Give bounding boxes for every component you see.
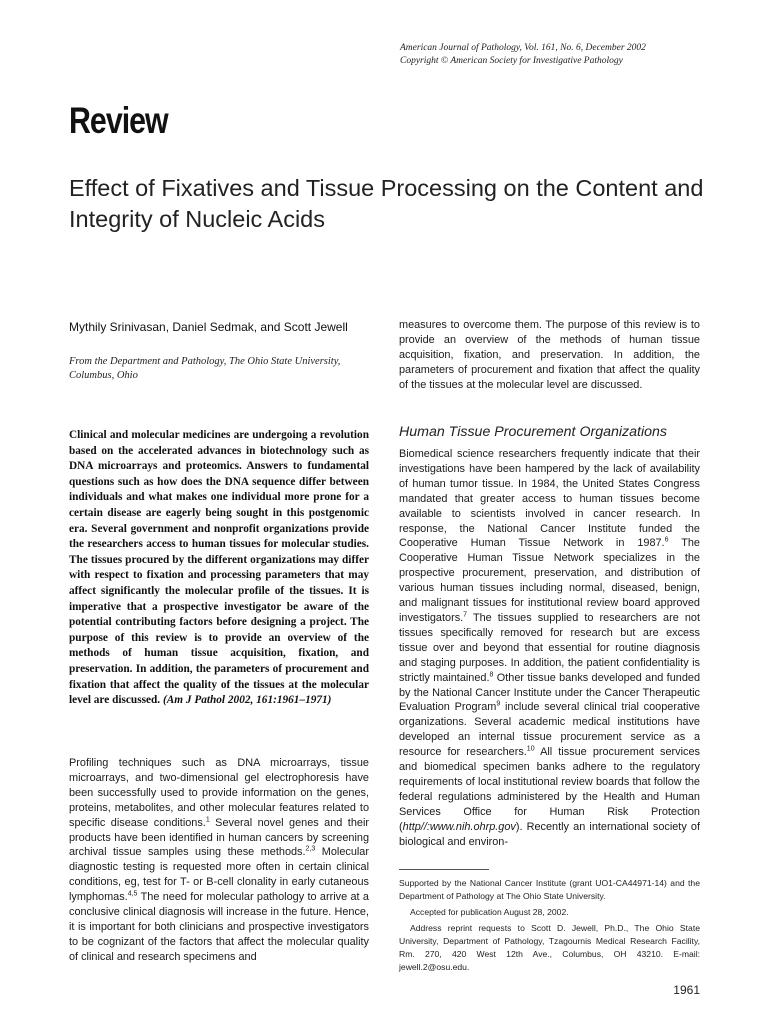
abstract [69, 428, 369, 709]
intro-text: Molecular diagnostic testing is requested more often in certain clinical conditions, eg, test for T- or B-cell clonality in early cutaneous lymphomas. [69, 846, 369, 904]
body-text: All tissue procurement services and biomedical specimen banks adhere to the regulatory requirements of local institutional review boards that follow the federal regulations administered by the Health and Human Services Office for Human Risk Protection ( [399, 746, 700, 833]
article-title: Effect of Fixatives and Tissue Processing on the Content and Integrity of Nucleic Acids [69, 175, 704, 232]
footnote-divider [399, 869, 489, 870]
reference-marker: 7 [463, 611, 468, 619]
author-list: Mythily Srinivasan, Daniel Sedmak, and Scott Jewell [69, 320, 348, 334]
abstract-text: Clinical and molecular medicines are undergoing a revolution based on the accelerated advances in biotechnology such as DNA microarrays and proteomics. Answers to fundamental questions such as how does the DNA sequence differ between individuals and what makes one individual more prone for a certain disease are eagerly being sought in this postgenomic era. Several government and nonprofit organizations provide the researchers access to human tissues for molecular studies. The tissues procured by the different organizations may differ with respect to fixation and processing parameters that may affect significantly the molecular profile of the tissues. It is imperative that a prospective investigator be aware of the potential contributing factors before designing a project. The purpose of this review is to provide an overview of the methods of human tissue acquisition, fixation, and preservation. In addition, the parameters of procurement and fixation that affect the quality of the tissues at the molecular level are discussed. [69, 429, 369, 707]
body-text: ). Recently an international society of biological and environ- [399, 820, 700, 848]
intro-paragraph [69, 756, 369, 965]
body-text: Other tissue banks developed and funded by the National Cancer Institute under the Cancer Therapeutic Evaluation Program [399, 671, 700, 714]
reference-marker: 10 [526, 745, 535, 753]
procurement-paragraph [399, 447, 700, 849]
url-link[interactable]: http//:www.nih.ohrp.gov [402, 820, 516, 833]
body-text: Biomedical science researchers frequently indicate that their investigations have been hampered by the lack of availability of human tumor tissue. In 1984, the United States Congress mandated that greater access to human tissues become available to scientists involved in cancer research. In response, the National Cancer Institute funded the Cooperative Human Tissue Network in 1987. [399, 448, 700, 550]
intro-continuation: measures to overcome them. The purpose of this review is to provide an overview of the methods of human tissue acquisition, fixation, and preservation. In addition, the parameters of procurement and fixation that affect the quality of the tissues at the molecular level are discussed. [399, 319, 700, 391]
page-number: 1961 [673, 983, 700, 997]
author-affiliation: From the Department and Pathology, The Ohio State University, Columbus, Ohio [69, 356, 341, 381]
reference-marker: 8 [489, 670, 494, 678]
reference-marker: 9 [496, 700, 501, 708]
intro-text: Profiling techniques such as DNA microarrays, tissue microarrays, and two-dimensional gel electrophoresis have been successfully used to provide information on the genes, proteins, metabolites, and other molecular features related to specific disease conditions. [69, 757, 369, 829]
section-heading: Human Tissue Procurement Organizations [399, 424, 667, 440]
body-text: The Cooperative Human Tissue Network specializes in the prospective procurement, preservation, and distribution of various human tissues including normal, diseased, benign, and malignant tissues for institutional review board approved investigators. [399, 537, 700, 624]
body-text: The tissues supplied to researchers are not tissues specifically removed for research but are excess tissue over and beyond that essential for routine diagnosis and staging purposes. In addition, the patient confidentiality is strictly maintained. [399, 611, 700, 684]
reference-marker: 1 [205, 816, 210, 823]
accepted-note: Accepted for publication August 28, 2002. [410, 907, 569, 917]
abstract-citation: (Am J Pathol 2002, 161:1961–1971) [162, 694, 332, 707]
copyright-line: Copyright © American Society for Investigative Pathology [400, 55, 623, 66]
journal-citation-line: American Journal of Pathology, Vol. 161, No. 6, December 2002 [400, 43, 646, 53]
section-label: Review [69, 100, 168, 141]
reprint-address: Address reprint requests to Scott D. Jewell, Ph.D., The Ohio State University, Department of Pathology, Tzagournis Medical Research Facility, Rm. 270, 420 West 12th Ave., Columbus, OH 43210. E-mail: jewell.2@osu.edu. [399, 923, 700, 972]
funding-note: Supported by the National Cancer Institute (grant UO1-CA44971-14) and the Department of Pathology at The Ohio State University. [399, 878, 700, 901]
intro-text: Several novel genes and their products have been identified in human cancers by screening archival tissue samples using these methods. [69, 816, 369, 859]
reference-marker: 4,5 [127, 890, 138, 898]
intro-text: The need for molecular pathology to arrive at a conclusive clinical diagnosis will increase in the future. Hence, it is important for both clinicians and prospective investigators to be cognizant of the factors that affect the molecular quality of clinical and research specimens and [69, 891, 369, 963]
footnotes [399, 877, 700, 977]
journal-header [400, 42, 730, 67]
body-text: include several clinical trial cooperative organizations. Several academic medical institutions have developed an internal tissue procurement service as a resource for researchers. [399, 701, 700, 759]
reference-marker: 2,3 [305, 845, 316, 853]
reference-marker: 6 [664, 536, 669, 544]
